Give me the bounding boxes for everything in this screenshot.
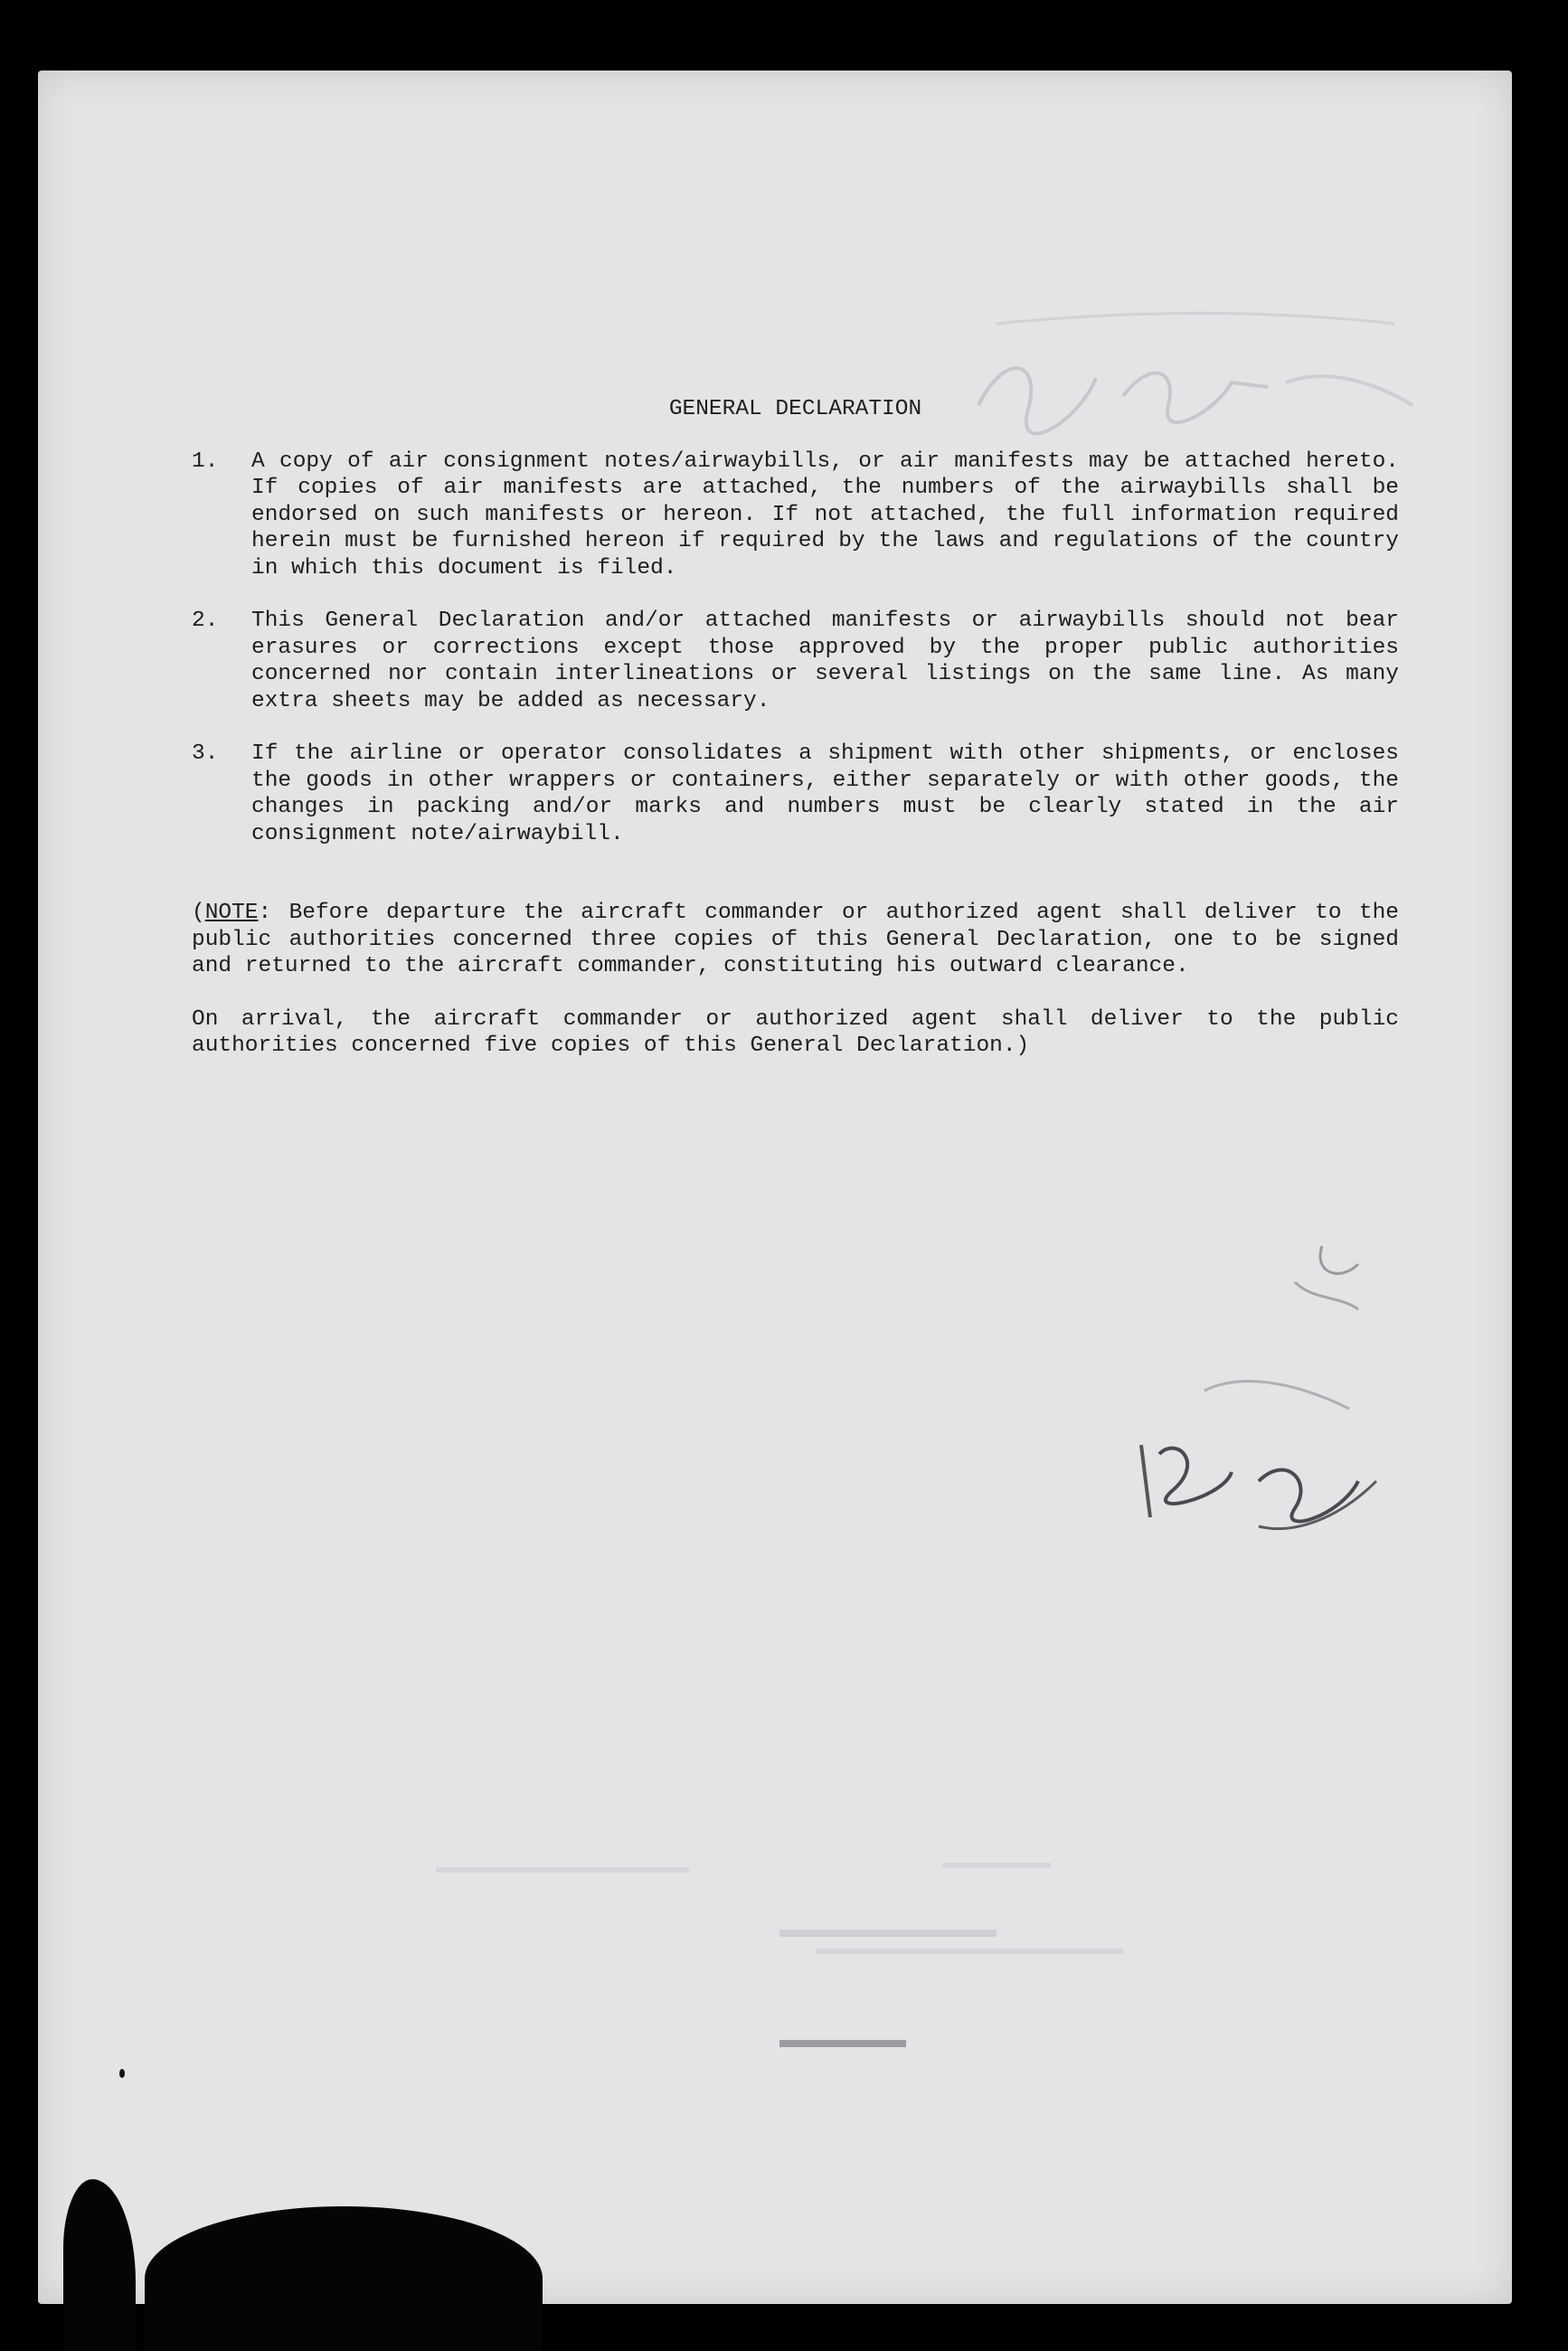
arrival-note: On arrival, the aircraft commander or authorized agent shall deliver to the public authorities concerned five copies of this General Declaration.) — [192, 1006, 1399, 1058]
ink-speck — [119, 2069, 125, 2078]
instruction-item-1 — [192, 448, 1399, 582]
item-text: A copy of air consignment notes/airwaybills, or air manifests may be attached hereto. If copies of air manifests are attached, the numbers of the airwaybills shall be endorsed on such manifests or hereon. If not attached, the full information required herein must be furnished hereon if required by the laws and regulations of the country in which this document is filed. — [251, 448, 1399, 581]
item-text: This General Declaration and/or attached manifests or airwaybills should not bear erasures or corrections except those approved by the proper public authorities concerned nor contain interlineations or several listings on the same line. As many extra sheets may be added as necessary. — [251, 609, 1399, 713]
instruction-item-3 — [192, 741, 1399, 847]
item-number: 2. — [192, 609, 219, 633]
document-page — [38, 71, 1512, 2304]
departure-note — [192, 900, 1399, 980]
item-text: If the airline or operator consolidates a shipment with other shipments, or encloses the goods in other wrappers or containers, either separately or with other goods, the changes in packing and/or marks and numbers must be clearly stated in the air consignment note/airwaybill. — [251, 741, 1399, 846]
handwritten-initials-icon — [1087, 1210, 1412, 1572]
instruction-item-2 — [192, 608, 1399, 714]
item-number: 3. — [192, 741, 219, 766]
note-colon: : — [258, 901, 272, 925]
note-label: NOTE — [204, 901, 259, 925]
scan-smudge — [145, 2206, 543, 2351]
note-text: Before departure the aircraft commander or authorized agent shall deliver to the public authorities concerned three copies of this General Declaration, one to be signed and returned to the aircraft commander, constituting his outward clearance. — [192, 901, 1399, 978]
note-open-paren: ( — [192, 901, 205, 925]
declaration-text — [192, 396, 1399, 1060]
page-title: GENERAL DECLARATION — [668, 397, 922, 421]
bleed-through-marks-icon — [309, 1843, 1304, 2114]
item-number: 1. — [192, 448, 219, 474]
